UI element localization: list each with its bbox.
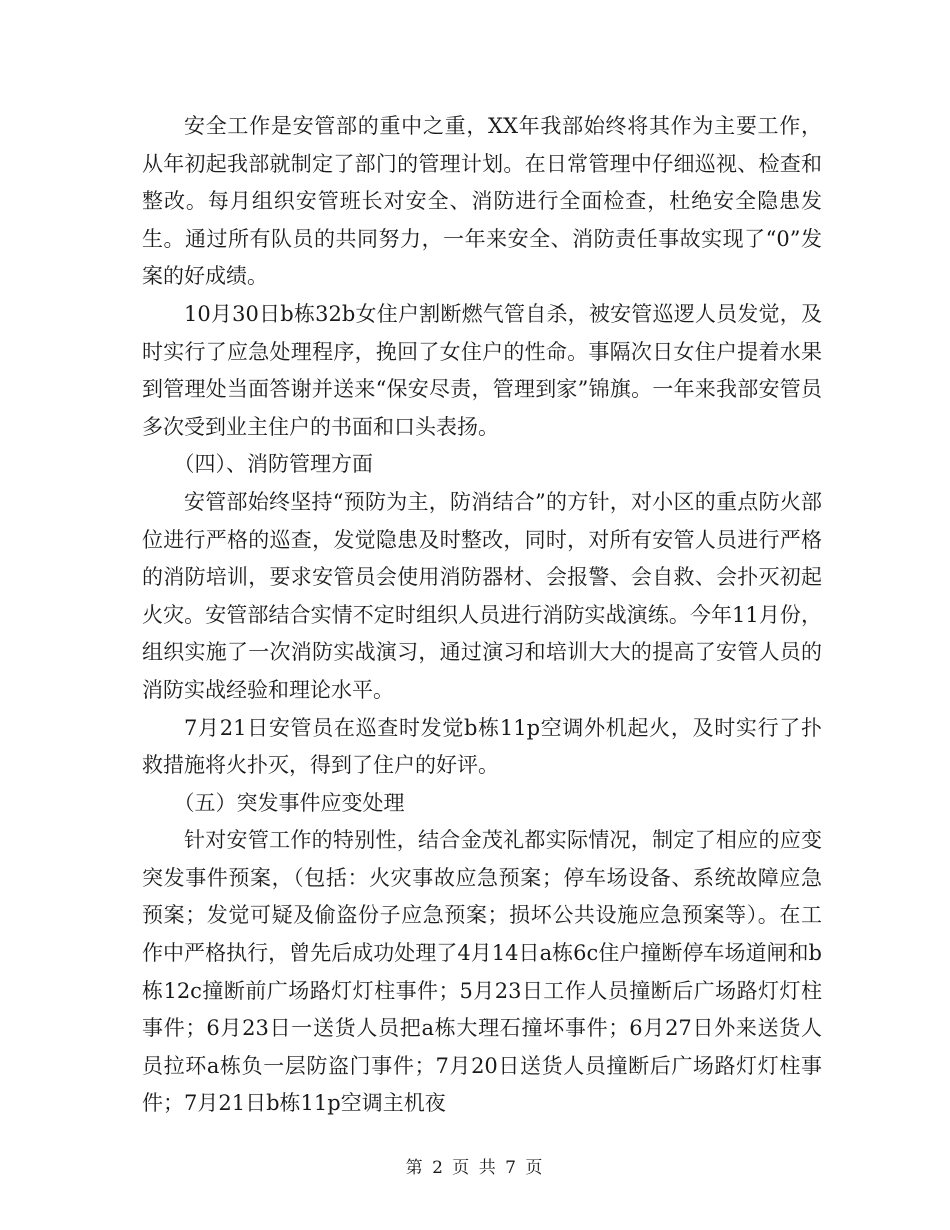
paragraph-gas-incident: 10月30日b栋32b女住户割断燃气管自杀，被安管巡逻人员发觉，及时实行了应急处理程序，挽回了女住户的性命。事隔次日女住户提着水果到管理处当面答谢并送来“保安尽责，管理到家”锦旗。一年来我部安管员多次受到业主住户的书面和口头表扬。 [142, 301, 822, 439]
paragraph-emergency-plans: 针对安管工作的特别性，结合金茂礼都实际情况，制定了相应的应变突发事件预案，（包括：火灾事故应急预案；停车场设备、系统故障应急预案；发觉可疑及偷盗份子应急预案；损坏公共设施应急预案等）。在工作中严格执行，曾先后成功处理了4月14日a栋6c住户撞断停车场道闸和b栋12c撞断前广场路灯灯柱事件；5月23日工作人员撞断后广场路灯灯柱事件；6月23日一送货人员把a栋大理石撞坏事件；6月27日外来送货人员拉环a栋负一层防盗门事件；7月20日送货人员撞断后广场路灯灯柱事件；7月21日b栋11p空调主机夜 [142, 828, 822, 1116]
paragraph-safety-overview: 安全工作是安管部的重中之重，XX年我部始终将其作为主要工作，从年初起我部就制定了部门的管理计划。在日常管理中仔细巡视、检查和整改。每月组织安管班长对安全、消防进行全面检查，杜绝安全隐患发生。通过所有队员的共同努力，一年来安全、消防责任事故实现了“0”发案的好成绩。 [142, 114, 822, 289]
paragraph-fire-incident: 7月21日安管员在巡查时发觉b栋11p空调外机起火，及时实行了扑救措施将火扑灭，得到了住户的好评。 [142, 715, 822, 778]
section-heading-fire-management: （四）、消防管理方面 [173, 452, 373, 477]
page-number-footer: 第 2 页 共 7 页 [405, 1158, 545, 1178]
paragraph-fire-prevention: 安管部始终坚持“预防为主，防消结合”的方针，对小区的重点防火部位进行严格的巡查，发觉隐患及时整改，同时，对所有安管人员进行严格的消防培训，要求安管员会使用消防器材、会报警、会自救、会扑灭初起火灾。安管部结合实情不定时组织人员进行消防实战演练。今年11月份，组织实施了一次消防实战演习，通过演习和培训大大的提高了安管人员的消防实战经验和理论水平。 [142, 489, 822, 702]
section-heading-emergency-response: （五）突发事件应变处理 [173, 790, 405, 815]
document-body [142, 108, 822, 1123]
